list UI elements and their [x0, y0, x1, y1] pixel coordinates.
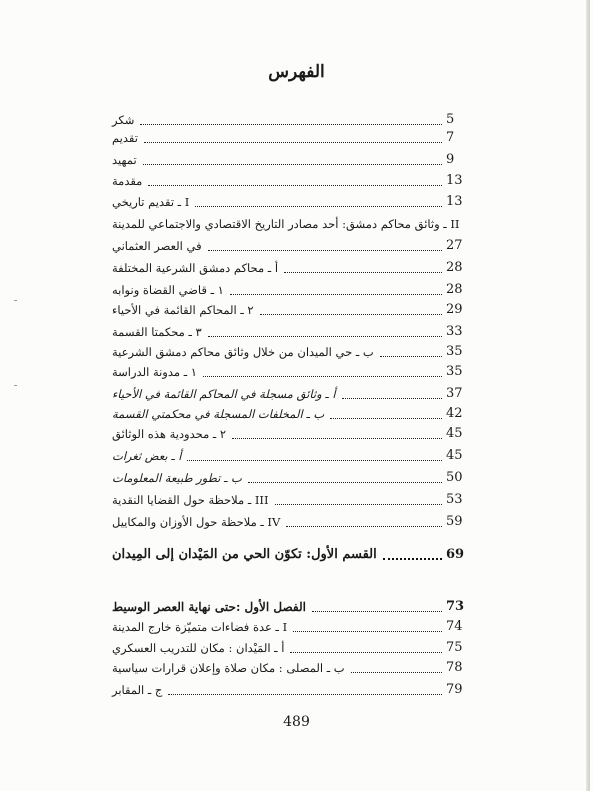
toc-leader-dots — [286, 526, 442, 527]
toc-entry-page: 29 — [446, 302, 463, 317]
toc-entry-page: 35 — [446, 344, 463, 359]
toc-entry-page: 42 — [446, 406, 463, 421]
page-edge-shadow — [586, 0, 590, 791]
toc-leader-dots — [351, 672, 442, 673]
toc-entry — [112, 446, 470, 464]
toc-entry-page: 59 — [446, 514, 463, 529]
toc-entry — [112, 322, 470, 340]
toc-entry-page: 27 — [446, 238, 463, 253]
toc-leader-dots — [383, 558, 442, 560]
toc-entry-page: 33 — [446, 324, 463, 339]
toc-entry-label: القسم الأول: تكوّن الحي من المَيْدان إلى المِيدان — [112, 547, 377, 562]
toc-entry — [112, 404, 470, 422]
toc-leader-dots — [140, 124, 442, 125]
toc-entry — [112, 384, 470, 402]
toc-entry-page: 73 — [446, 599, 465, 614]
toc-entry-label: ب ـ المخلفات المسجلة في محكمتي القسمة — [112, 407, 325, 421]
toc-leader-dots — [293, 631, 442, 632]
toc-entry-label: I ـ تقديم تاريخي — [112, 195, 190, 209]
toc-leader-dots — [230, 294, 442, 295]
toc-entry — [112, 545, 470, 563]
toc-leader-dots — [312, 611, 442, 612]
toc-leader-dots — [148, 185, 442, 186]
toc-entry-page: 35 — [446, 364, 463, 379]
margin-mark — [14, 385, 17, 386]
page-number: 489 — [283, 714, 310, 730]
toc-entry — [112, 597, 470, 615]
toc-entry — [112, 300, 470, 318]
toc-entry-page: 13 — [446, 194, 463, 209]
toc-entry — [112, 342, 470, 360]
toc-entry-page: 5 — [446, 112, 455, 127]
toc-entry-label: ب ـ المصلى : مكان صلاة وإعلان قرارات سياسية — [112, 661, 345, 675]
toc-entry — [112, 214, 470, 232]
toc-entry — [112, 680, 470, 698]
toc-entry-page: 28 — [446, 260, 463, 275]
toc-leader-dots — [203, 376, 442, 377]
toc-entry-page: 75 — [446, 640, 463, 655]
toc-entry-label: ب ـ حي الميدان من خلال وثائق محاكم دمشق الشرعية — [112, 345, 374, 359]
toc-leader-dots — [195, 206, 442, 207]
toc-entry-page: 45 — [446, 448, 463, 463]
toc-entry — [112, 658, 470, 676]
toc-entry-label: في العصر العثماني — [112, 239, 202, 253]
toc-entry-page: 37 — [446, 386, 463, 401]
toc-entry — [112, 110, 470, 128]
toc-entry-label: أ ـ وثائق مسجلة في المحاكم القائمة في الأحياء — [112, 387, 336, 401]
toc-leader-dots — [380, 356, 442, 357]
toc-entry-label: ٢ ـ محدودية هذه الوثائق — [112, 427, 227, 441]
toc-entry-label: ١ ـ قاضي القضاة ونوابه — [112, 283, 224, 297]
toc-leader-dots — [290, 652, 442, 653]
toc-entry — [112, 617, 470, 635]
toc-entry-label: الفصل الأول :حتى نهاية العصر الوسيط — [112, 600, 306, 614]
toc-entry-page: 28 — [446, 282, 463, 297]
toc-entry-label: ج ـ المقابر — [112, 683, 163, 697]
toc-leader-dots — [248, 482, 442, 483]
toc-entry-page: 9 — [446, 152, 455, 167]
toc-entry-page: 53 — [446, 492, 463, 507]
toc-entry — [112, 468, 470, 486]
page-title: الفهرس — [268, 62, 325, 82]
toc-entry — [112, 236, 470, 254]
margin-mark — [14, 300, 17, 301]
toc-leader-dots — [275, 504, 442, 505]
toc-entry — [112, 150, 470, 168]
toc-entry-label: مقدمة — [112, 174, 143, 188]
toc-entry-page: 78 — [446, 660, 463, 675]
toc-entry-label: ٢ ـ المحاكم القائمة في الأحياء — [112, 303, 254, 317]
toc-leader-dots — [208, 250, 442, 251]
toc-leader-dots — [187, 460, 442, 461]
toc-leader-dots — [330, 418, 442, 419]
toc-entry-page: 50 — [446, 470, 463, 485]
toc-entry-label: I ـ عدة فضاءات متميّزة خارج المدينة — [112, 620, 288, 634]
toc-entry-label: أ ـ بعض ثغرات — [112, 449, 182, 463]
toc-entry — [112, 258, 470, 276]
toc-entry — [112, 362, 470, 380]
toc-entry-page: 69 — [446, 547, 465, 562]
toc-entry-label: شكر — [112, 113, 135, 127]
toc-leader-dots — [284, 272, 442, 273]
toc-entry-label: IV ـ ملاحظة حول الأوزان والمكاييل — [112, 515, 281, 529]
toc-leader-dots — [168, 694, 442, 695]
toc-entry-page: 45 — [446, 426, 463, 441]
toc-entry-label: تمهيد — [112, 153, 137, 167]
toc-entry — [112, 638, 470, 656]
toc-entry-label: ١ ـ مدونة الدراسة — [112, 365, 197, 379]
toc-entry-page: 7 — [446, 130, 455, 145]
toc-entry — [112, 512, 470, 530]
toc-entry-label: III ـ ملاحظة حول القضايا النقدية — [112, 493, 269, 507]
toc-entry-label: ٣ ـ محكمتا القسمة — [112, 325, 202, 339]
toc-entry-page: 74 — [446, 619, 463, 634]
toc-entry — [112, 128, 470, 146]
toc-entry-label: أ ـ المَيْدان : مكان للتدريب العسكري — [112, 641, 285, 655]
toc-entry-label: أ ـ محاكم دمشق الشرعية المختلفة — [112, 261, 279, 275]
toc-leader-dots — [260, 314, 442, 315]
toc-entry — [112, 171, 470, 189]
toc-entry-label: ب ـ تطور طبيعة المعلومات — [112, 471, 242, 485]
toc-leader-dots — [208, 336, 442, 337]
toc-entry — [112, 424, 470, 442]
toc-entry — [112, 490, 470, 508]
toc-entry-label: II ـ وثائق محاكم دمشق: أحد مصادر التاريخ الاقتصادي والاجتماعي للمدينة — [112, 217, 460, 231]
toc-entry-page: 79 — [446, 682, 463, 697]
toc-entry-label: تقديم — [112, 131, 138, 145]
toc-leader-dots — [143, 164, 442, 165]
toc-leader-dots — [342, 398, 442, 399]
toc-leader-dots — [144, 142, 442, 143]
toc-entry — [112, 280, 470, 298]
toc-entry-page: 13 — [446, 173, 463, 188]
toc-entry — [112, 192, 470, 210]
toc-leader-dots — [232, 438, 442, 439]
